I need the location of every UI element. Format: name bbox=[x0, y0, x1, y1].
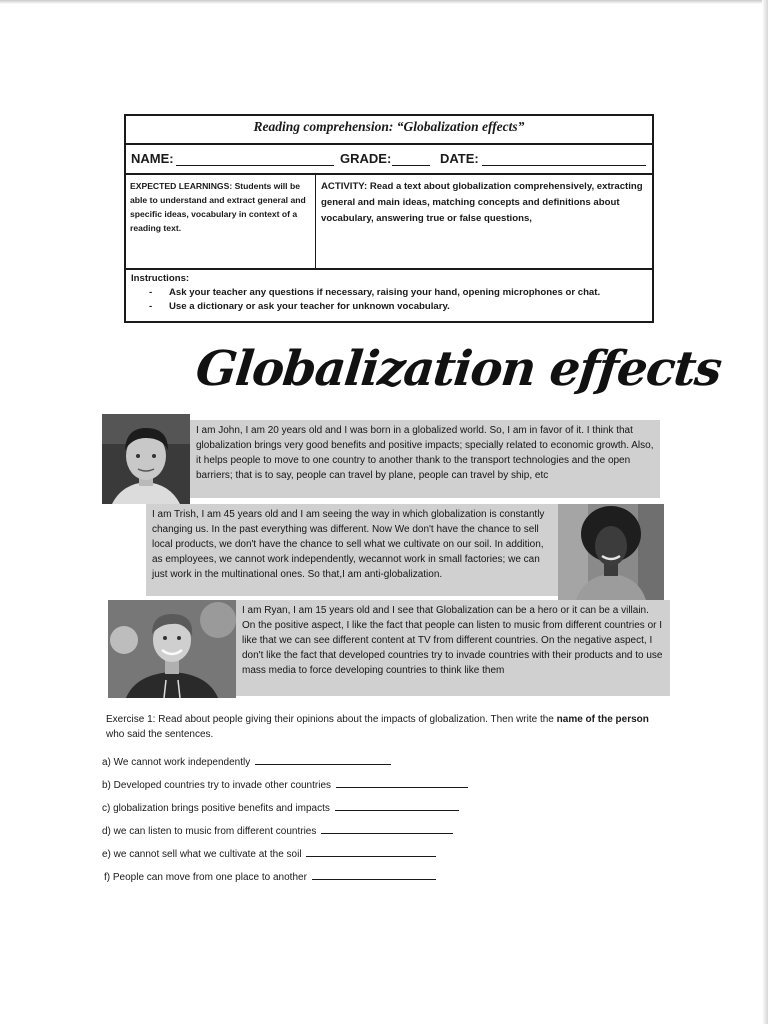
trish-opinion: I am Trish, I am 45 years old and I am seeing the way in which globalization is constantly changing us. In the past everything was different. Now We don't have the chance to sell local products, we don't have the chance to sell what we cultivate on our soil. In addition, as employees, we cannot work independently, wecannot work in small factories; we can just work in the multinational ones. So that,I am anti-globalization. bbox=[152, 509, 545, 580]
instructions-label: Instructions: bbox=[131, 273, 190, 284]
trish-photo bbox=[558, 504, 664, 600]
ryan-opinion: I am Ryan, I am 15 years old and I see that Globalization can be a hero or it can be a villain. On the positive aspect, I like the fact that people can listen to music from different countries or I like that we can see different content at TV from different countries. On the negative aspect, I don't like the fact that developed countries try to invade countries with their products and to use mass media to force developing countries to think like them bbox=[242, 605, 663, 676]
exercise-item-text: f) People can move from one place to another bbox=[104, 872, 307, 883]
exercise-item-f bbox=[104, 869, 436, 885]
ryan-portrait-icon bbox=[108, 600, 236, 698]
john-opinion: I am John, I am 20 years old and I was born in a globalized world. So, I am in favor of it. I think that globalization brings very good benefits and positive impacts; specially related to economic growth. Also, it helps people to move to one country to another thank to the transport technologies and the open barriers; that is to say, people can travel by plane, people can travel by ship, etc bbox=[196, 425, 654, 481]
name-grade-date-row bbox=[126, 145, 652, 175]
john-portrait-icon bbox=[102, 414, 190, 504]
exercise-intro-text: Exercise 1: Read about people giving their opinions about the impacts of globalization. Then write the bbox=[106, 714, 554, 725]
exercise-item-text: a) We cannot work independently bbox=[102, 757, 251, 768]
exercise-intro-end: who said the sentences. bbox=[106, 729, 214, 740]
exercise-item-d bbox=[102, 823, 453, 839]
grade-field[interactable] bbox=[392, 165, 430, 166]
answer-blank[interactable] bbox=[312, 869, 436, 880]
exercise-instructions bbox=[106, 712, 666, 742]
worksheet-title: Reading comprehension: “Globalization effects” bbox=[126, 116, 652, 145]
answer-blank[interactable] bbox=[336, 777, 468, 788]
instruction-item: - Use a dictionary or ask your teacher for unknown vocabulary. bbox=[145, 300, 647, 314]
date-label: DATE: bbox=[440, 151, 479, 166]
exercise-item-a bbox=[102, 754, 391, 770]
ryan-text-box bbox=[236, 600, 670, 696]
exercise-item-b bbox=[102, 777, 468, 793]
main-title: Globalization effects bbox=[193, 341, 724, 397]
exercise-item-c bbox=[102, 800, 459, 816]
trish-portrait-icon bbox=[558, 504, 664, 600]
exercise-item-text: b) Developed countries try to invade other countries bbox=[102, 780, 332, 791]
exercise-item-e bbox=[102, 846, 436, 862]
name-label: NAME: bbox=[131, 151, 174, 166]
answer-blank[interactable] bbox=[335, 800, 459, 811]
learnings-activity-row bbox=[126, 175, 652, 270]
page-edge-right bbox=[762, 0, 768, 1024]
expected-learnings: EXPECTED LEARNINGS: Students will be able to understand and extract general and specific ideas, vocabulary in context of a reading text. bbox=[126, 175, 316, 268]
instructions bbox=[126, 270, 652, 316]
exercise-item-text: d) we can listen to music from different countries bbox=[102, 826, 317, 837]
john-photo bbox=[102, 414, 190, 504]
answer-blank[interactable] bbox=[306, 846, 436, 857]
header-table bbox=[124, 114, 654, 323]
exercise-item-text: c) globalization brings positive benefits and impacts bbox=[102, 803, 330, 814]
exercise-intro-bold: name of the person bbox=[556, 714, 649, 725]
answer-blank[interactable] bbox=[255, 754, 391, 765]
instructions-list bbox=[131, 286, 647, 314]
john-text-box bbox=[190, 420, 660, 498]
ryan-photo bbox=[108, 600, 236, 698]
grade-label: GRADE: bbox=[340, 151, 392, 166]
answer-blank[interactable] bbox=[321, 823, 453, 834]
page-edge bbox=[0, 0, 768, 4]
name-field[interactable] bbox=[176, 165, 334, 166]
exercise-item-text: e) we cannot sell what we cultivate at the soil bbox=[102, 849, 302, 860]
date-field[interactable] bbox=[482, 165, 646, 166]
activity-description: ACTIVITY: Read a text about globalization comprehensively, extracting general and main ideas, matching concepts and definitions about vocabulary, answering true or false questions, bbox=[321, 181, 643, 224]
instruction-item: - Ask your teacher any questions if necessary, raising your hand, opening microphones or chat. bbox=[145, 286, 647, 300]
trish-text-box bbox=[146, 504, 558, 596]
